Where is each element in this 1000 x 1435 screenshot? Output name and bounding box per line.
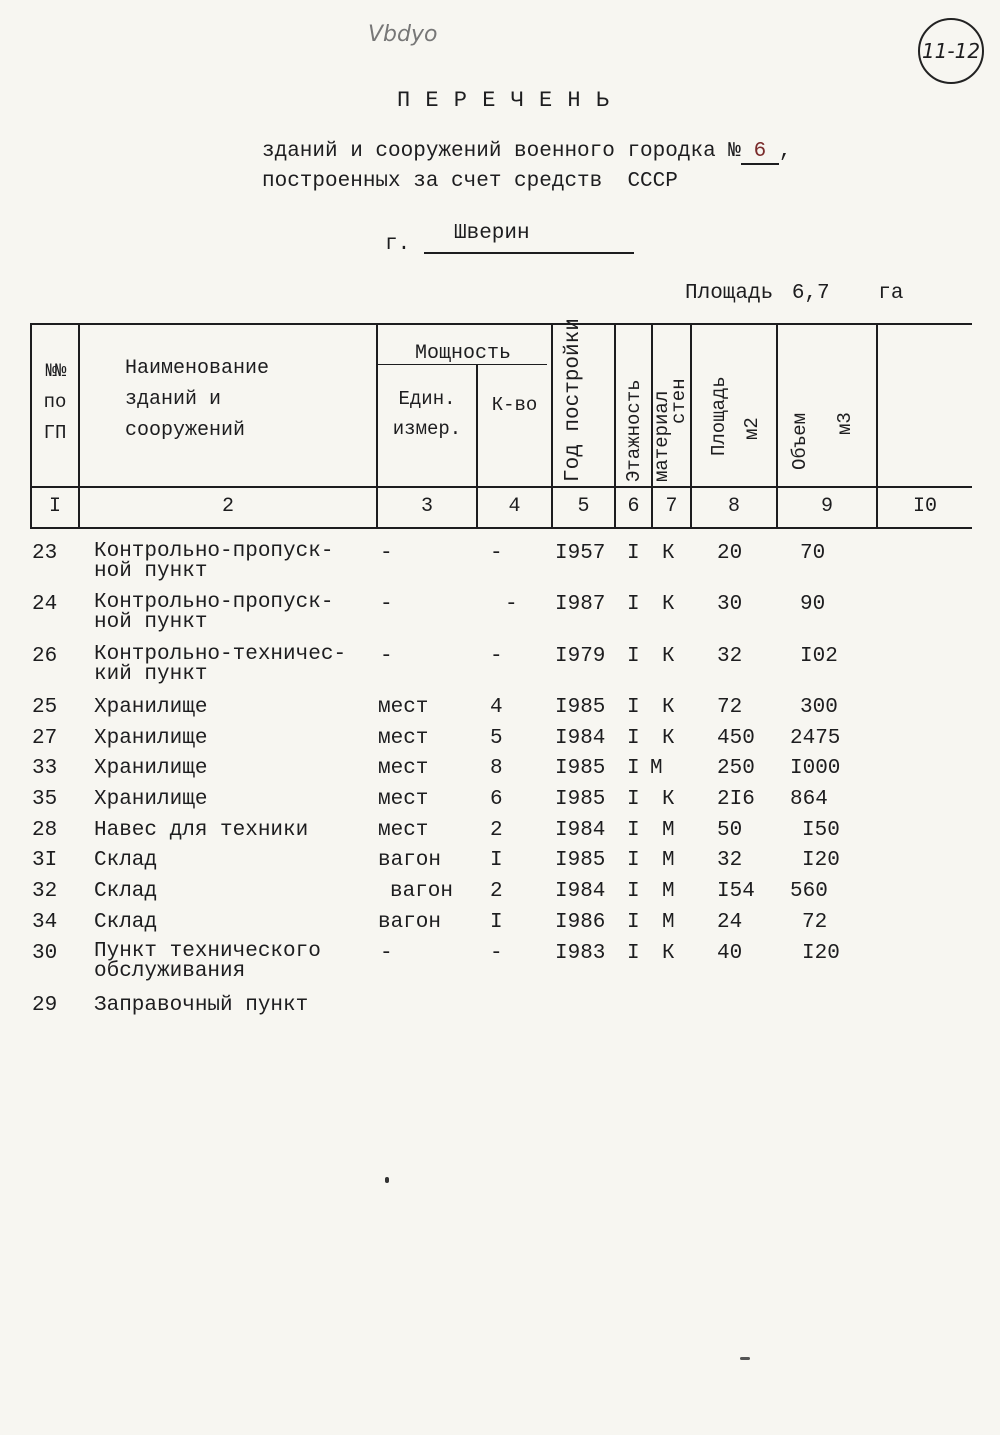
area-label: Площадь <box>685 282 774 305</box>
header-volume-1: Объем <box>789 412 811 470</box>
row-name-line2: обслуживания <box>94 960 246 983</box>
header-material-1: материал <box>651 390 673 482</box>
row-name-line1: Контрольно-пропуск- <box>94 540 334 563</box>
row-qty: 6 <box>490 788 503 811</box>
row-qty: - <box>505 593 518 616</box>
row-material: К <box>662 542 675 565</box>
area-value: 6,7 <box>791 282 830 305</box>
row-qty: 5 <box>490 727 503 750</box>
row-name-line1: Контрольно-техничес- <box>94 643 347 666</box>
row-volume: I50 <box>802 819 840 842</box>
row-qty: 2 <box>490 819 503 842</box>
row-volume: 70 <box>800 542 826 565</box>
row-floors: I <box>627 911 640 934</box>
row-qty: I <box>490 849 503 872</box>
row-material: К <box>662 788 675 811</box>
col-number-7: 7 <box>665 495 678 518</box>
row-qty: - <box>490 645 503 668</box>
row-area: 450 <box>717 727 755 750</box>
row-unit: мест <box>378 788 429 811</box>
row-area: 32 <box>717 645 743 668</box>
row-volume: I02 <box>800 645 838 668</box>
header-volume-2: м3 <box>834 412 856 435</box>
row-material: К <box>662 645 675 668</box>
row-name: Склад <box>94 880 158 903</box>
header-area-1: Площадь <box>708 376 730 456</box>
col-number-1: I <box>48 495 61 518</box>
row-volume: 560 <box>790 880 828 903</box>
row-year: I983 <box>555 942 606 965</box>
subtitle-suffix: , <box>778 140 792 163</box>
row-name <box>94 542 333 582</box>
row-num: 34 <box>32 911 58 934</box>
row-unit: вагон <box>378 911 442 934</box>
subtitle-line-2: построенных за счет средств СССР <box>262 170 678 193</box>
row-num: 26 <box>32 645 58 668</box>
handwritten-mark: Vbdyo <box>368 22 438 47</box>
header-unit <box>378 384 476 444</box>
table-row <box>0 696 1000 727</box>
col-number-6: 6 <box>627 495 640 518</box>
row-floors: I <box>627 880 640 903</box>
row-unit: - <box>380 593 393 616</box>
row-unit: вагон <box>390 880 454 903</box>
header-area-2: м2 <box>741 417 763 440</box>
row-num: 30 <box>32 942 58 965</box>
header-unit-line1: Един. <box>398 388 456 410</box>
header-material-2: стен <box>668 378 690 424</box>
row-year: I985 <box>555 696 606 719</box>
col-number-5: 5 <box>577 495 590 518</box>
row-area: 2I6 <box>717 788 755 811</box>
paper-speck <box>385 1177 389 1183</box>
row-year: I984 <box>555 880 606 903</box>
row-num: 23 <box>32 542 58 565</box>
col-number-3: 3 <box>420 495 433 518</box>
row-name-line2: кий пункт <box>94 663 208 686</box>
row-material: М <box>662 849 675 872</box>
row-volume: I000 <box>790 757 841 780</box>
table-row <box>0 757 1000 788</box>
area-unit: га <box>878 282 904 305</box>
area-line <box>685 282 903 305</box>
row-unit: вагон <box>378 849 442 872</box>
row-name: Хранилище <box>94 727 208 750</box>
row-floors: I <box>627 849 640 872</box>
row-material: К <box>662 942 675 965</box>
row-floors: I <box>627 942 640 965</box>
col-number-2: 2 <box>221 495 234 518</box>
header-num <box>32 356 78 449</box>
row-name: Хранилище <box>94 788 208 811</box>
table-row <box>0 819 1000 850</box>
row-name: Заправочный пункт <box>94 994 309 1017</box>
table-row <box>0 880 1000 911</box>
row-qty: 8 <box>490 757 503 780</box>
header-unit-line2: измер. <box>392 418 462 440</box>
header-name-line3: сооружений <box>125 419 246 442</box>
row-num: 3I <box>32 849 58 872</box>
row-floors: I <box>627 593 640 616</box>
row-floors: I <box>627 542 640 565</box>
row-year: I984 <box>555 727 606 750</box>
page-stamp-text: 11-12 <box>921 39 981 63</box>
row-material: К <box>662 593 675 616</box>
row-volume: 72 <box>802 911 828 934</box>
header-name-line1: Наименование <box>125 357 270 380</box>
row-name: Склад <box>94 911 158 934</box>
row-volume: 2475 <box>790 727 841 750</box>
header-num-line3: ГП <box>43 422 67 444</box>
row-name <box>94 593 333 633</box>
table-row <box>0 911 1000 942</box>
row-name <box>94 645 346 685</box>
row-num: 27 <box>32 727 58 750</box>
row-qty: I <box>490 911 503 934</box>
row-num: 28 <box>32 819 58 842</box>
row-volume: 864 <box>790 788 828 811</box>
row-area: 250 <box>717 757 755 780</box>
row-area: 20 <box>717 542 743 565</box>
table-row <box>0 727 1000 758</box>
table-row <box>0 940 1000 983</box>
header-name-line2: зданий и <box>125 388 222 411</box>
row-year: I985 <box>555 849 606 872</box>
row-material: М <box>662 911 675 934</box>
paper-speck <box>740 1357 750 1360</box>
row-year: I979 <box>555 645 606 668</box>
row-year: I986 <box>555 911 606 934</box>
subtitle-prefix: зданий и сооружений военного городка № <box>262 140 741 163</box>
row-area: 72 <box>717 696 743 719</box>
row-name-line1: Контрольно-пропуск- <box>94 591 334 614</box>
row-name: Хранилище <box>94 696 208 719</box>
row-floors: I <box>627 788 640 811</box>
row-year: I985 <box>555 757 606 780</box>
header-qty: К-во <box>491 394 538 416</box>
city-name: Шверин <box>424 222 634 254</box>
row-area: 32 <box>717 849 743 872</box>
page-stamp <box>918 18 984 84</box>
row-name-line2: ной пункт <box>94 560 208 583</box>
header-name <box>125 353 269 446</box>
table-row <box>0 591 1000 634</box>
row-qty: 4 <box>490 696 503 719</box>
row-volume: 90 <box>800 593 826 616</box>
row-name <box>94 942 321 982</box>
row-unit: мест <box>378 819 429 842</box>
document-title: П Е Р Е Ч Е Н Ь <box>397 88 611 113</box>
row-num: 29 <box>32 994 58 1017</box>
table-row <box>0 994 1000 1025</box>
row-name: Навес для техники <box>94 819 309 842</box>
row-material: К <box>662 696 675 719</box>
row-qty: 2 <box>490 880 503 903</box>
row-floors: I <box>627 645 640 668</box>
row-qty: - <box>490 942 503 965</box>
row-name-line2: ной пункт <box>94 611 208 634</box>
town-number: 6 <box>741 140 779 165</box>
row-material: К <box>662 727 675 750</box>
row-num: 33 <box>32 757 58 780</box>
row-num: 35 <box>32 788 58 811</box>
row-unit: - <box>380 942 393 965</box>
col-number-8: 8 <box>727 495 740 518</box>
header-capacity: Мощность <box>414 342 511 365</box>
row-area: 50 <box>717 819 743 842</box>
col-number-4: 4 <box>508 495 521 518</box>
row-material: М <box>662 880 675 903</box>
col-number-9: 9 <box>820 495 833 518</box>
row-num: 25 <box>32 696 58 719</box>
row-floors: I <box>627 727 640 750</box>
row-unit: мест <box>378 727 429 750</box>
row-area: 40 <box>717 942 743 965</box>
row-unit: мест <box>378 696 429 719</box>
row-volume: 300 <box>800 696 838 719</box>
row-floors: I <box>627 696 640 719</box>
row-material: М <box>650 757 663 780</box>
row-area: I54 <box>717 880 755 903</box>
row-name: Склад <box>94 849 158 872</box>
row-area: 24 <box>717 911 743 934</box>
header-num-line1: №№ <box>45 360 65 382</box>
row-unit: - <box>380 645 393 668</box>
subtitle-line-1 <box>262 140 792 165</box>
table-row <box>0 643 1000 686</box>
table-row <box>0 849 1000 880</box>
row-material: М <box>662 819 675 842</box>
row-floors: I <box>627 819 640 842</box>
header-floors: Этажность <box>623 379 645 482</box>
table-row <box>0 788 1000 819</box>
row-num: 32 <box>32 880 58 903</box>
row-year: I985 <box>555 788 606 811</box>
row-volume: I20 <box>802 942 840 965</box>
row-name-line1: Пункт технического <box>94 940 321 963</box>
row-name: Хранилище <box>94 757 208 780</box>
row-qty: - <box>490 542 503 565</box>
header-year: Год постройки <box>562 318 585 482</box>
city-label: г. <box>385 233 411 256</box>
row-volume: I20 <box>802 849 840 872</box>
col-number-10: I0 <box>912 495 937 518</box>
row-unit: мест <box>378 757 429 780</box>
row-area: 30 <box>717 593 743 616</box>
row-year: I987 <box>555 593 606 616</box>
header-num-line2: по <box>43 391 67 413</box>
row-num: 24 <box>32 593 58 616</box>
table-row <box>0 540 1000 583</box>
row-year: I984 <box>555 819 606 842</box>
row-year: I957 <box>555 542 606 565</box>
row-unit: - <box>380 542 393 565</box>
row-floors: I <box>627 757 640 780</box>
